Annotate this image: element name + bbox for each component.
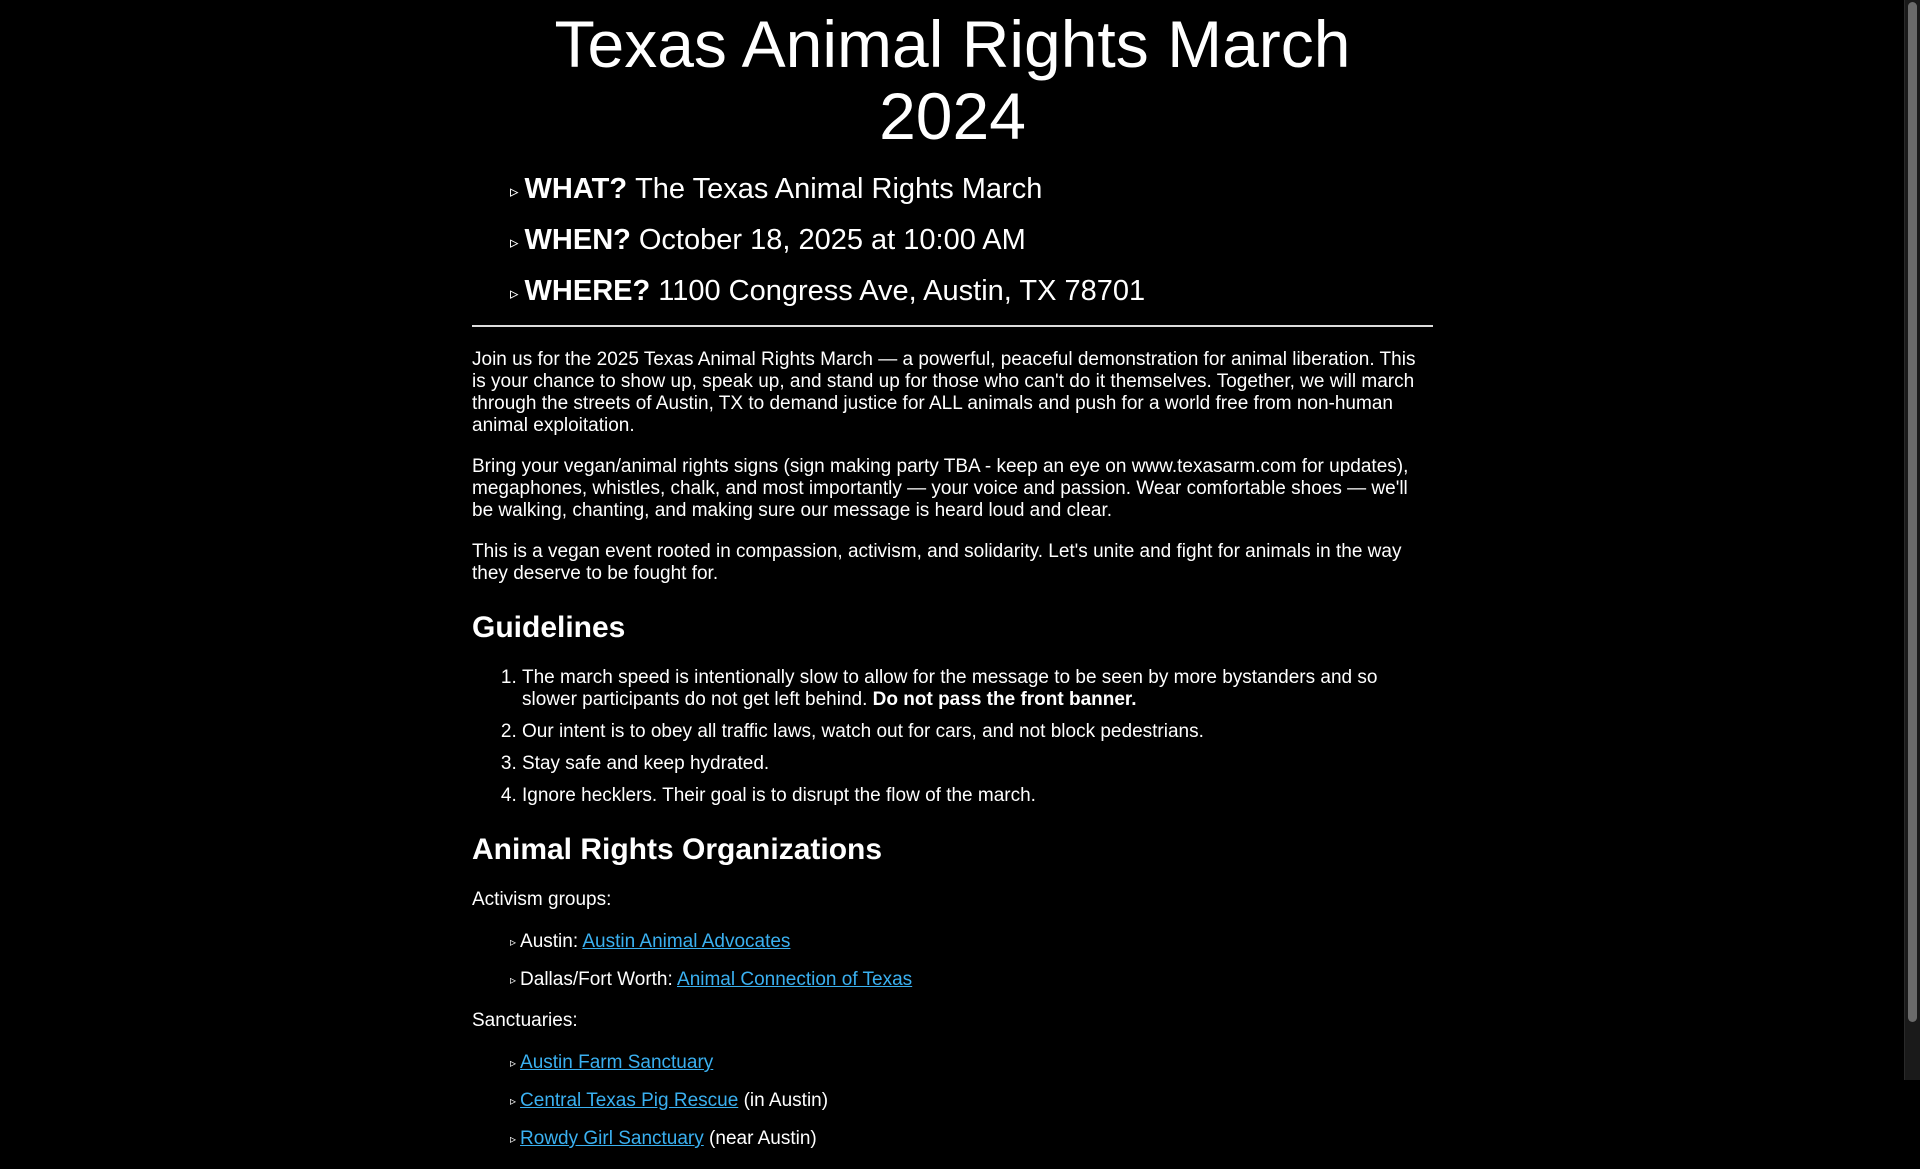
sanctuaries-list bbox=[472, 1052, 1433, 1151]
sanctuaries-label: Sanctuaries: bbox=[472, 1010, 578, 1031]
triangle-bullet-icon: ▹ bbox=[510, 182, 519, 201]
central-texas-pig-rescue-link[interactable]: Central Texas Pig Rescue bbox=[520, 1090, 739, 1111]
summary-value: October 18, 2025 at 10:00 AM bbox=[638, 224, 1026, 256]
austin-farm-sanctuary-link[interactable]: Austin Farm Sanctuary bbox=[520, 1052, 714, 1073]
guideline-item: 2. Our intent is to obey all traffic laws, watch out for cars, and not block pedestrians. bbox=[522, 721, 1433, 743]
triangle-bullet-icon: ▹ bbox=[510, 284, 519, 303]
list-item: ▹ Dallas/Fort Worth: Animal Connection of Texas bbox=[510, 969, 913, 990]
page-title: Texas Animal Rights March 2024 bbox=[554, 7, 1351, 153]
rowdy-girl-sanctuary-link[interactable]: Rowdy Girl Sanctuary bbox=[520, 1128, 704, 1149]
summary-what bbox=[510, 172, 1433, 206]
activism-groups-list bbox=[472, 931, 1433, 992]
intro-paragraph: Join us for the 2025 Texas Animal Rights March — a powerful, peaceful demonstration for animal liberation. This is your chance to show up, speak up, and stand up for those who can't do it themselves. Together, we will march through the streets of Austin, TX to demand justice for ALL animals and push for a world free from non-human animal exploitation. bbox=[472, 349, 1416, 436]
summary-when bbox=[510, 223, 1433, 257]
divider bbox=[472, 325, 1433, 327]
scrollbar-thumb[interactable] bbox=[1908, 2, 1917, 1022]
vegan-paragraph: This is a vegan event rooted in compassion, activism, and solidarity. Let's unite and fight for animals in the way they deserve to be fought for. bbox=[472, 541, 1402, 584]
list-item bbox=[510, 1052, 1433, 1075]
guideline-item: 3. Stay safe and keep hydrated. bbox=[522, 753, 1433, 775]
summary-value: 1100 Congress Ave, Austin, TX 78701 bbox=[658, 275, 1146, 307]
triangle-bullet-icon: ▹ bbox=[510, 1056, 517, 1070]
bring-paragraph: Bring your vegan/animal rights signs (sign making party TBA - keep an eye on www.texasarm.com for updates), megaphones, whistles, chalk, and most importantly — your voice and passion. Wear comfortable shoes — we'll be walking, chanting, and making sure our message is heard loud and clear. bbox=[472, 456, 1409, 521]
guideline-item: 4. Ignore hecklers. Their goal is to disrupt the flow of the march. bbox=[522, 785, 1433, 807]
summary-label: WHEN? bbox=[524, 224, 631, 256]
austin-animal-advocates-link[interactable]: Austin Animal Advocates bbox=[582, 931, 791, 952]
triangle-bullet-icon: ▹ bbox=[510, 1094, 517, 1108]
activism-groups-label: Activism groups: bbox=[472, 889, 612, 910]
triangle-bullet-icon: ▹ bbox=[510, 1132, 517, 1146]
list-item: ▹ Austin: Austin Animal Advocates bbox=[510, 931, 791, 952]
triangle-bullet-icon: ▹ bbox=[510, 935, 517, 949]
guidelines-heading: Guidelines bbox=[472, 611, 626, 644]
guidelines-list bbox=[472, 667, 1433, 807]
animal-connection-of-texas-link[interactable]: Animal Connection of Texas bbox=[677, 969, 913, 990]
guideline-emphasis: Do not pass the front banner. bbox=[872, 689, 1137, 710]
summary-label: WHERE? bbox=[524, 275, 651, 307]
vertical-scrollbar[interactable] bbox=[1904, 0, 1920, 1080]
page-content bbox=[472, 0, 1433, 1169]
triangle-bullet-icon: ▹ bbox=[510, 973, 517, 987]
summary-value: The Texas Animal Rights March bbox=[635, 173, 1043, 205]
summary-where bbox=[510, 274, 1433, 308]
guideline-item: 1. The march speed is intentionally slow to allow for the message to be seen by more bystanders and so slower participants do not get left behind. Do not pass the front banner. bbox=[522, 667, 1433, 711]
list-item: ▹ Rowdy Girl Sanctuary (near Austin) bbox=[510, 1128, 817, 1149]
event-summary bbox=[472, 172, 1433, 308]
triangle-bullet-icon: ▹ bbox=[510, 233, 519, 252]
organizations-heading: Animal Rights Organizations bbox=[472, 833, 883, 866]
list-item: ▹ Central Texas Pig Rescue (in Austin) bbox=[510, 1090, 829, 1111]
summary-label: WHAT? bbox=[524, 173, 628, 205]
